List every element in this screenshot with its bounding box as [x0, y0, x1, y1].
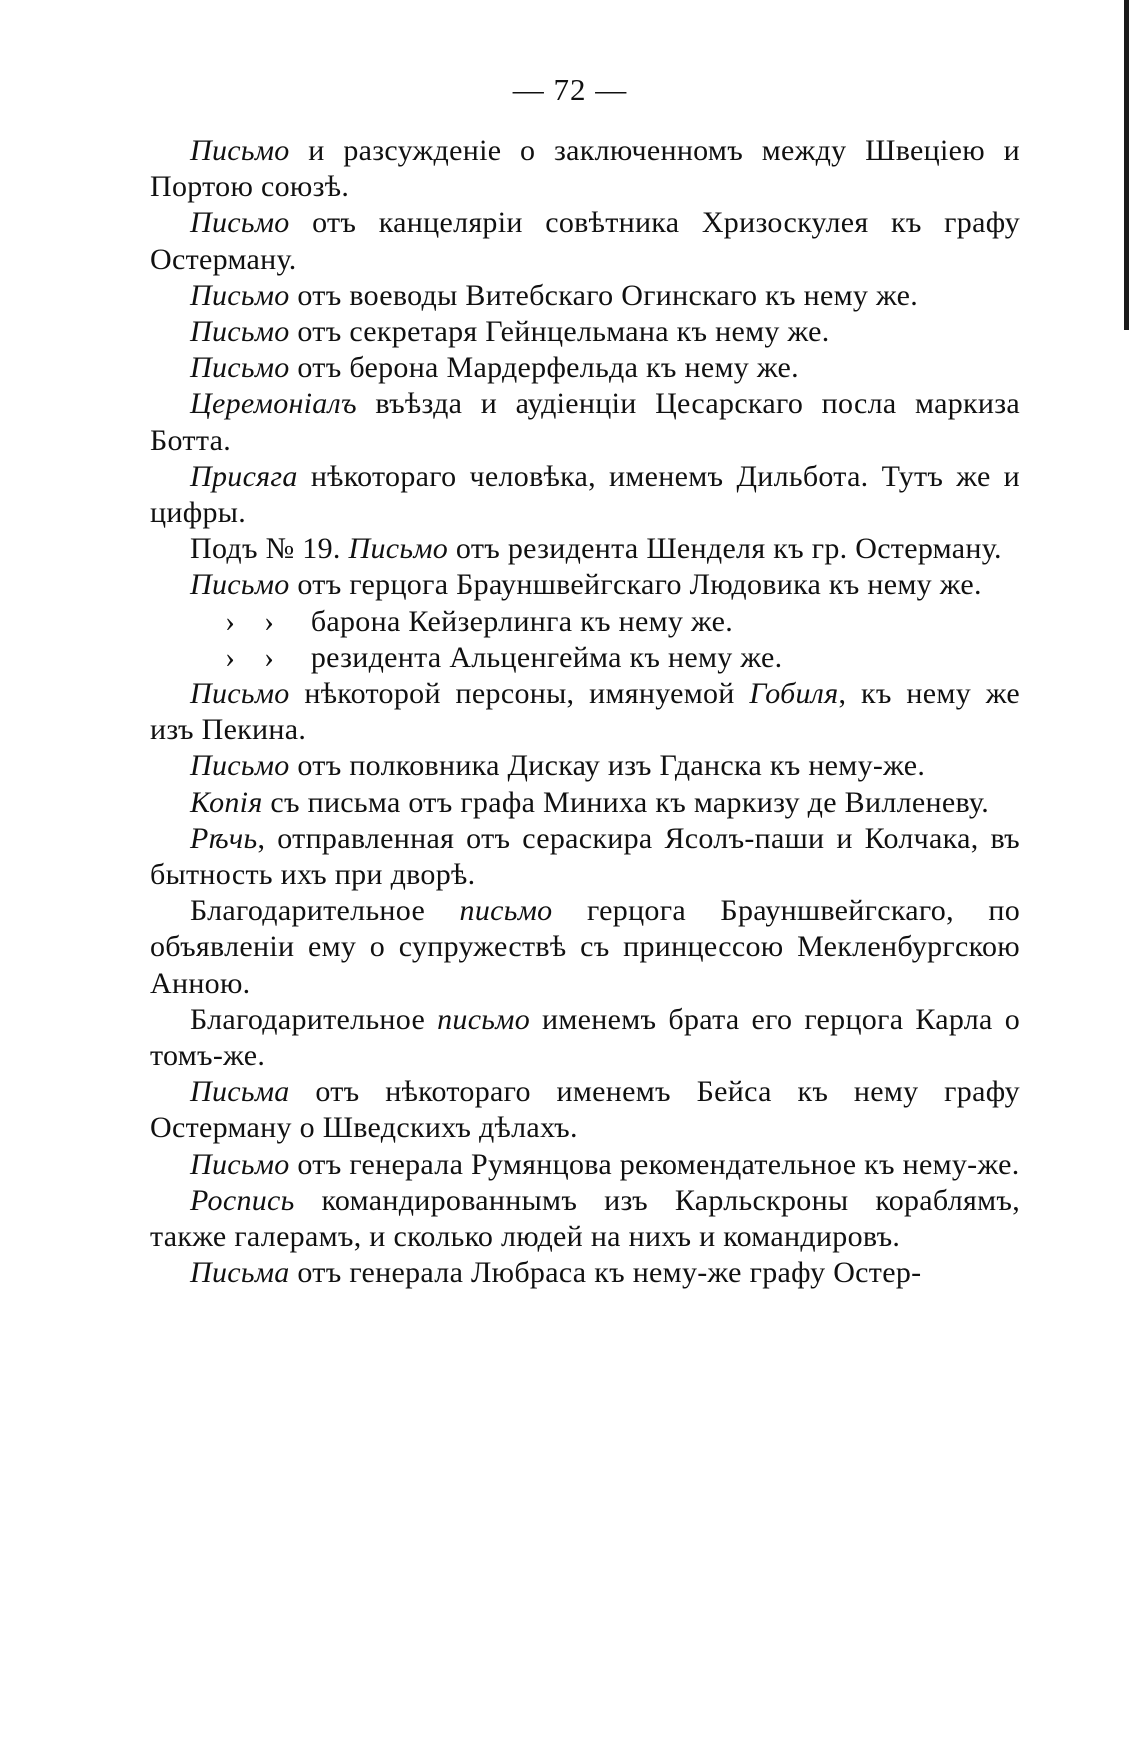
entry-lead: Письма: [190, 1075, 290, 1109]
entry-text: въѣзда и аудіенціи Цесарскаго посла маркиза Ботта.: [150, 387, 1020, 457]
entry-15: [150, 821, 1020, 893]
entry-lead: Письмо: [190, 206, 290, 240]
entry-text: именемъ брата его герцога Карла о томъ-же.: [150, 1002, 1021, 1073]
entry-text: нѣкоторой персоны, имянуемой: [289, 677, 750, 711]
entry-text: барона Кейзерлинга къ нему же.: [310, 604, 734, 638]
entry-14: [150, 785, 1020, 821]
entry-21: [150, 1255, 1020, 1291]
entry-text: отъ резидента Шенделя къ гр. Остерману.: [448, 532, 1002, 566]
entry-lead: Письмо: [190, 1147, 290, 1181]
entry-lead: Письма: [190, 1256, 290, 1290]
entry-text: отъ герцога Брауншвейгскаго Людовика къ нему же.: [289, 568, 982, 602]
entry-text: отъ канцеляріи совѣтника Хризоскулея къ графу Остерману.: [150, 206, 1020, 276]
entry-text: отъ нѣкотораго именемъ Бейса къ нему графу Остерману о Шведскихъ дѣлахъ.: [150, 1075, 1020, 1145]
ditto-mark: ›: [225, 640, 236, 674]
entry-2: [150, 205, 1020, 277]
entry-19: [150, 1147, 1020, 1183]
entry-4: [150, 314, 1020, 350]
entry-lead: Письмо: [190, 749, 290, 783]
entry-prefix: Подъ № 19.: [190, 532, 349, 566]
entry-5: [150, 350, 1020, 386]
ditto-mark: ›: [264, 640, 275, 674]
entry-13: [150, 748, 1020, 784]
entry-lead-2: Гобиля: [749, 677, 839, 711]
entry-20: [150, 1183, 1020, 1255]
entry-6: [150, 386, 1020, 458]
entry-lead: письмо: [437, 1002, 531, 1036]
entry-lead: Письмо: [190, 568, 290, 602]
entry-7: [150, 459, 1020, 531]
entry-text: герцога Брауншвейгскаго, по объявленіи ему о супружествѣ съ принцессою Мекленбургскою Анною.: [150, 894, 1020, 1000]
entry-text: отъ генерала Румянцова рекомендательное къ нему-же.: [289, 1147, 1020, 1181]
entry-11: [150, 640, 1020, 676]
ditto-mark: ›: [225, 604, 236, 638]
entry-9: [150, 567, 1020, 603]
entry-lead: Присяга: [190, 459, 298, 493]
entry-lead: Рѣчь: [190, 821, 258, 855]
entry-lead: Роспись: [190, 1183, 295, 1217]
entry-lead: Письмо: [348, 532, 449, 566]
entry-text: отъ генерала Любраса къ нему-же графу Остер-: [289, 1256, 922, 1290]
entry-lead: Письмо: [190, 677, 290, 711]
entry-10: [150, 604, 1020, 640]
entry-16: [150, 893, 1020, 1002]
entry-text-2: , къ нему же изъ Пекина.: [150, 677, 1020, 747]
entry-lead: Копія: [190, 785, 263, 819]
entry-text: и разсужденіе о заключенномъ между Швеціею и Портою союзѣ.: [150, 134, 1020, 204]
entry-lead: Письмо: [190, 278, 290, 312]
entry-text: резидента Альценгейма къ нему же.: [310, 640, 783, 674]
ditto-mark: ›: [264, 604, 275, 638]
entry-text: нѣкотораго человѣка, именемъ Дильбота. Тутъ же и цифры.: [150, 459, 1020, 530]
entry-text: съ письма отъ графа Миниха къ маркизу де Вилленеву.: [262, 785, 989, 819]
page-edge-line: [1124, 0, 1129, 330]
entry-1: [150, 133, 1020, 205]
entry-lead: Письмо: [190, 315, 290, 349]
entry-18: [150, 1074, 1020, 1146]
entry-lead: Церемоніалъ: [190, 387, 357, 421]
entry-text: командированнымъ изъ Карльскроны кораблямъ, также галерамъ, и сколько людей на нихъ и командировъ.: [150, 1183, 1020, 1254]
entry-text: отъ полковника Дискау изъ Гданска къ нему-же.: [289, 749, 926, 783]
entry-3: [150, 278, 1020, 314]
entry-lead: письмо: [459, 894, 553, 928]
entry-prefix: Благодарительное: [190, 1002, 438, 1036]
entry-text: отъ воеводы Витебскаго Огинскаго къ нему же.: [289, 278, 919, 312]
page-number: — 72 —: [512, 72, 628, 107]
document-body: [150, 133, 1020, 1292]
entry-text: отъ берона Мардерфельда къ нему же.: [289, 351, 799, 385]
entry-lead: Письмо: [190, 134, 290, 167]
entry-12: [150, 676, 1020, 748]
entry-17: [150, 1002, 1020, 1074]
entry-8: [150, 531, 1020, 567]
entry-text: , отправленная отъ сераскира Ясолъ-паши и Колчака, въ бытность ихъ при дворѣ.: [150, 821, 1020, 892]
entry-prefix: Благодарительное: [190, 894, 460, 928]
entry-text: отъ секретаря Гейнцельмана къ нему же.: [289, 315, 830, 349]
entry-lead: Письмо: [190, 351, 290, 385]
